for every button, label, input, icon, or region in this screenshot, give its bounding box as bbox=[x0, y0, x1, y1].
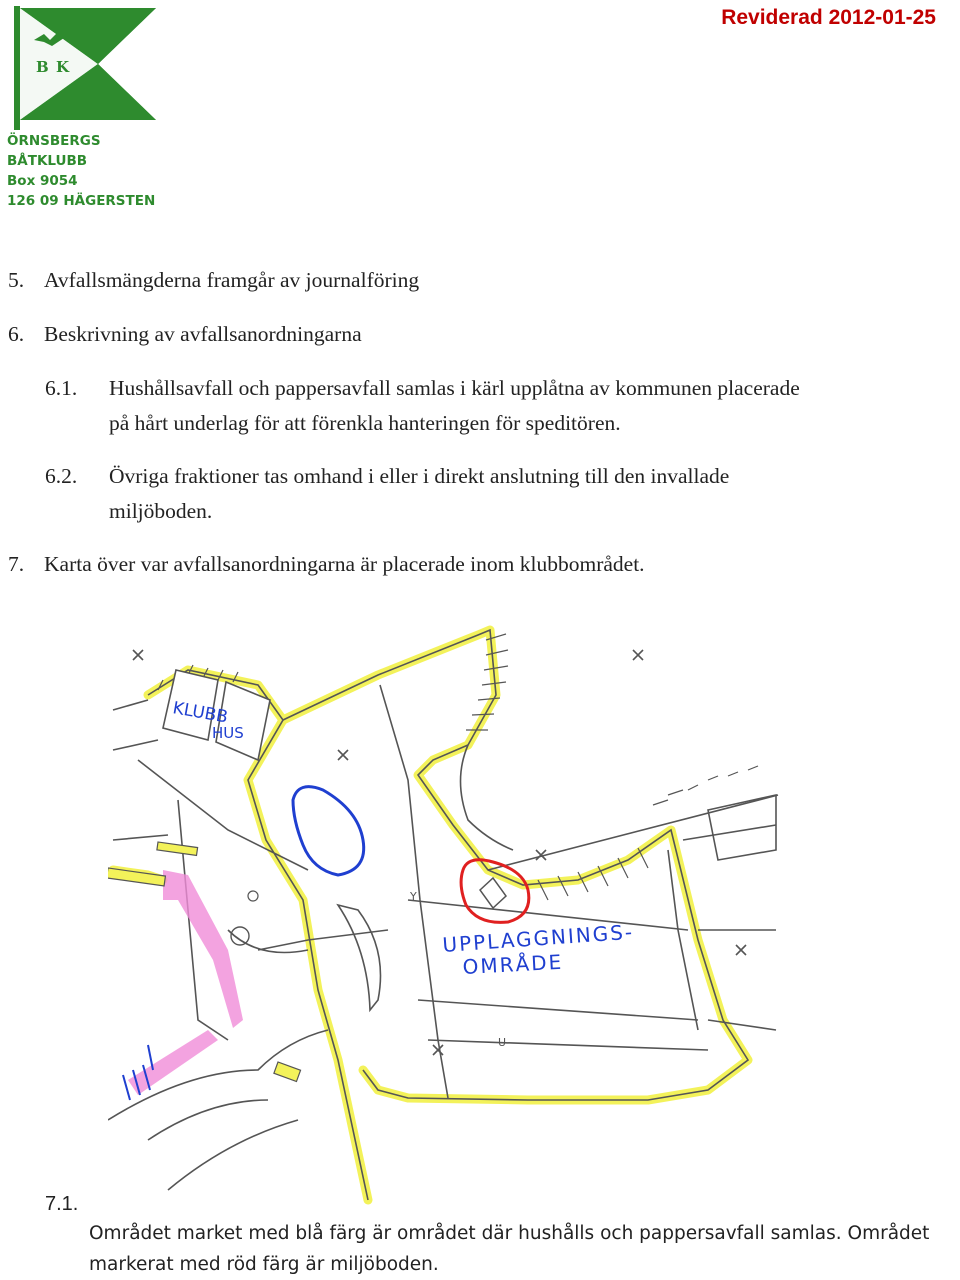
label-storage-area-2: OMRÅDE bbox=[462, 949, 564, 979]
item-number: 6.1. bbox=[45, 376, 78, 400]
blue-waste-area-marker bbox=[293, 787, 364, 875]
item-text-line: miljöboden. bbox=[109, 499, 213, 523]
revision-date: Reviderad 2012-01-25 bbox=[721, 6, 936, 29]
label-klubbhus-1: KLUBB bbox=[171, 698, 230, 728]
item-text-line: på hårt underlag för att förenkla hanteringen för speditören. bbox=[109, 411, 621, 435]
organization-address bbox=[7, 131, 155, 211]
map-caption bbox=[89, 1218, 949, 1280]
label-klubbhus-2: HUS bbox=[212, 724, 244, 742]
item-number: 6.2. bbox=[45, 464, 78, 488]
logo-letter-k: K bbox=[56, 58, 70, 76]
item-number: 5. bbox=[8, 268, 25, 292]
map-letter-y: Y bbox=[410, 890, 417, 903]
item-text: Beskrivning av avfallsanordningarna bbox=[44, 322, 362, 346]
pink-jetty bbox=[128, 870, 243, 1095]
item-text: Karta över var avfallsanordningarna är placerade inom klubbområdet. bbox=[44, 552, 645, 576]
label-storage-area-1: UPPLAGGNINGS- bbox=[441, 919, 635, 957]
item-text-line: Övriga fraktioner tas omhand i eller i direkt anslutning till den invallade bbox=[109, 464, 730, 488]
caption-line: Området market med blå färg är området där hushålls och pappersavfall samlas. Området bbox=[89, 1223, 930, 1244]
org-line: Box 9054 bbox=[7, 173, 78, 189]
site-map bbox=[108, 600, 784, 1212]
caption-number: 7.1. bbox=[45, 1193, 79, 1215]
org-line: BÅTKLUBB bbox=[7, 153, 88, 169]
org-line: ÖRNSBERGS bbox=[7, 133, 101, 149]
item-text: Avfallsmängderna framgår av journalföring bbox=[44, 268, 420, 292]
org-line: 126 09 HÄGERSTEN bbox=[7, 193, 156, 209]
logo-letter-b: B bbox=[36, 58, 49, 76]
map-letter-u: U bbox=[498, 1036, 507, 1049]
flag-pole bbox=[14, 6, 20, 130]
caption-line: markerat med röd färg är miljöboden. bbox=[89, 1254, 439, 1275]
item-text-line: Hushållsavfall och pappersavfall samlas i kärl upplåtna av kommunen placerade bbox=[109, 376, 800, 400]
item-number: 6. bbox=[8, 322, 25, 346]
item-number: 7. bbox=[8, 552, 25, 576]
club-logo bbox=[6, 2, 158, 130]
